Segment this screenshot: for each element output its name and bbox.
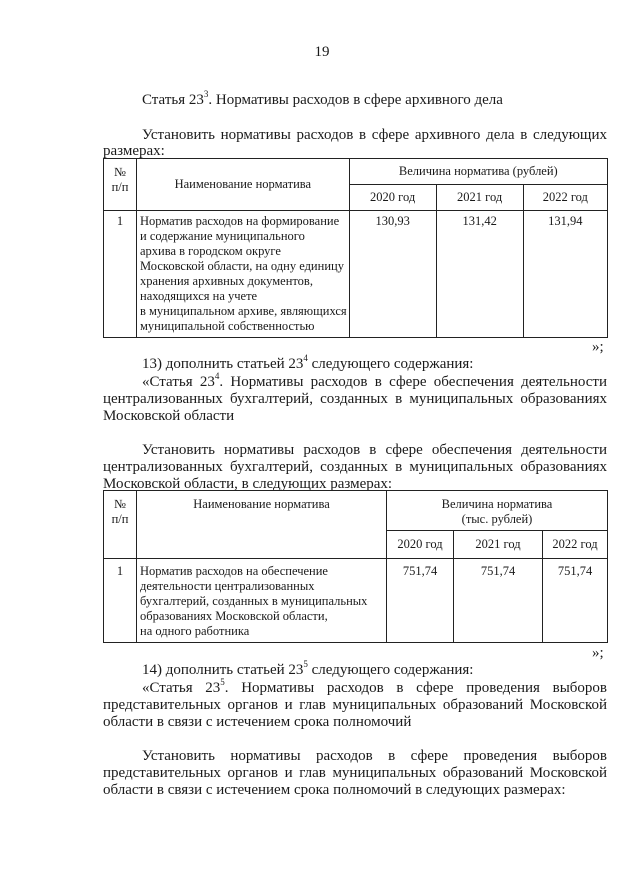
col-header-year: 2020 год <box>387 531 454 559</box>
col-header-name: Наименование норматива <box>137 491 387 559</box>
closing-quote-2: »; <box>592 645 604 661</box>
col-header-year: 2021 год <box>454 531 543 559</box>
item14-quote-line1: «Статья $23^5$. Нормативы расходов в сфере проведения выборов <box>142 677 607 696</box>
row-value: 130,93 <box>349 211 436 338</box>
col-header-year: 2021 год <box>436 185 523 211</box>
item14-line: 14) дополнить статьей $23^5$ следующего содержания: <box>142 659 474 678</box>
item13-intro-line1: Установить нормативы расходов в сфере обеспечения деятельности <box>142 442 607 458</box>
col-header-year: 2022 год <box>543 531 608 559</box>
item13-quote-line3: Московской области <box>103 408 235 424</box>
col-header-value: Величина норматива (рублей) <box>349 159 607 185</box>
col-header-year: 2020 год <box>349 185 436 211</box>
row-value: 131,42 <box>436 211 523 338</box>
row-value: 751,74 <box>543 559 608 643</box>
col-header-name: Наименование норматива <box>137 159 350 211</box>
col-header-number: № п/п <box>104 491 137 559</box>
table-accounting-norms <box>103 490 608 643</box>
row-number: 1 <box>104 559 137 643</box>
article-heading-23-3: Статья $23^3$. Нормативы расходов в сфере архивного дела <box>142 89 503 108</box>
item14-intro-line1: Установить нормативы расходов в сфере проведения выборов <box>142 748 607 764</box>
col-header-value: Величина норматива (тыс. рублей) <box>387 491 608 531</box>
item14-quote-line3: области в связи с истечением срока полномочий <box>103 714 412 730</box>
row-name: Норматив расходов на формирование и содержание муниципального архива в городском округе Московской области, на одну единицу хранения архивных документов, находящихся на учете в муниципальном архиве, являющихся муниципальной собственностью <box>137 211 350 338</box>
row-value: 131,94 <box>523 211 607 338</box>
item13-line: 13) дополнить статьей $23^4$ следующего содержания: <box>142 353 474 372</box>
item13-quote-line2: централизованных бухгалтерий, созданных в муниципальных образованиях <box>103 391 607 407</box>
item14-intro-line3: области в связи с истечением срока полномочий в следующих размерах: <box>103 782 566 798</box>
page-number: 19 <box>314 44 330 60</box>
col-header-year: 2022 год <box>523 185 607 211</box>
item13-intro-line2: централизованных бухгалтерий, созданных в муниципальных образованиях <box>103 459 607 475</box>
row-value: 751,74 <box>454 559 543 643</box>
row-number: 1 <box>104 211 137 338</box>
article1-intro-line1: Установить нормативы расходов в сфере архивного дела в следующих <box>142 127 607 143</box>
article1-intro-line2: размерах: <box>103 143 165 159</box>
row-value: 751,74 <box>387 559 454 643</box>
table-archive-norms <box>103 158 608 338</box>
item14-intro-line2: представительных органов и глав муниципальных образований Московской <box>103 765 607 781</box>
item14-quote-line2: представительных органов и глав муниципальных образований Московской <box>103 697 607 713</box>
item13-intro-line3: Московской области, в следующих размерах: <box>103 476 393 492</box>
item13-quote-line1: «Статья $23^4$. Нормативы расходов в сфере обеспечения деятельности <box>142 371 607 390</box>
col-header-number: № п/п <box>104 159 137 211</box>
row-name: Норматив расходов на обеспечение деятельности централизованных бухгалтерий, созданных в муниципальных образованиях Московской области, на одного работника <box>137 559 387 643</box>
closing-quote-1: »; <box>592 339 604 355</box>
